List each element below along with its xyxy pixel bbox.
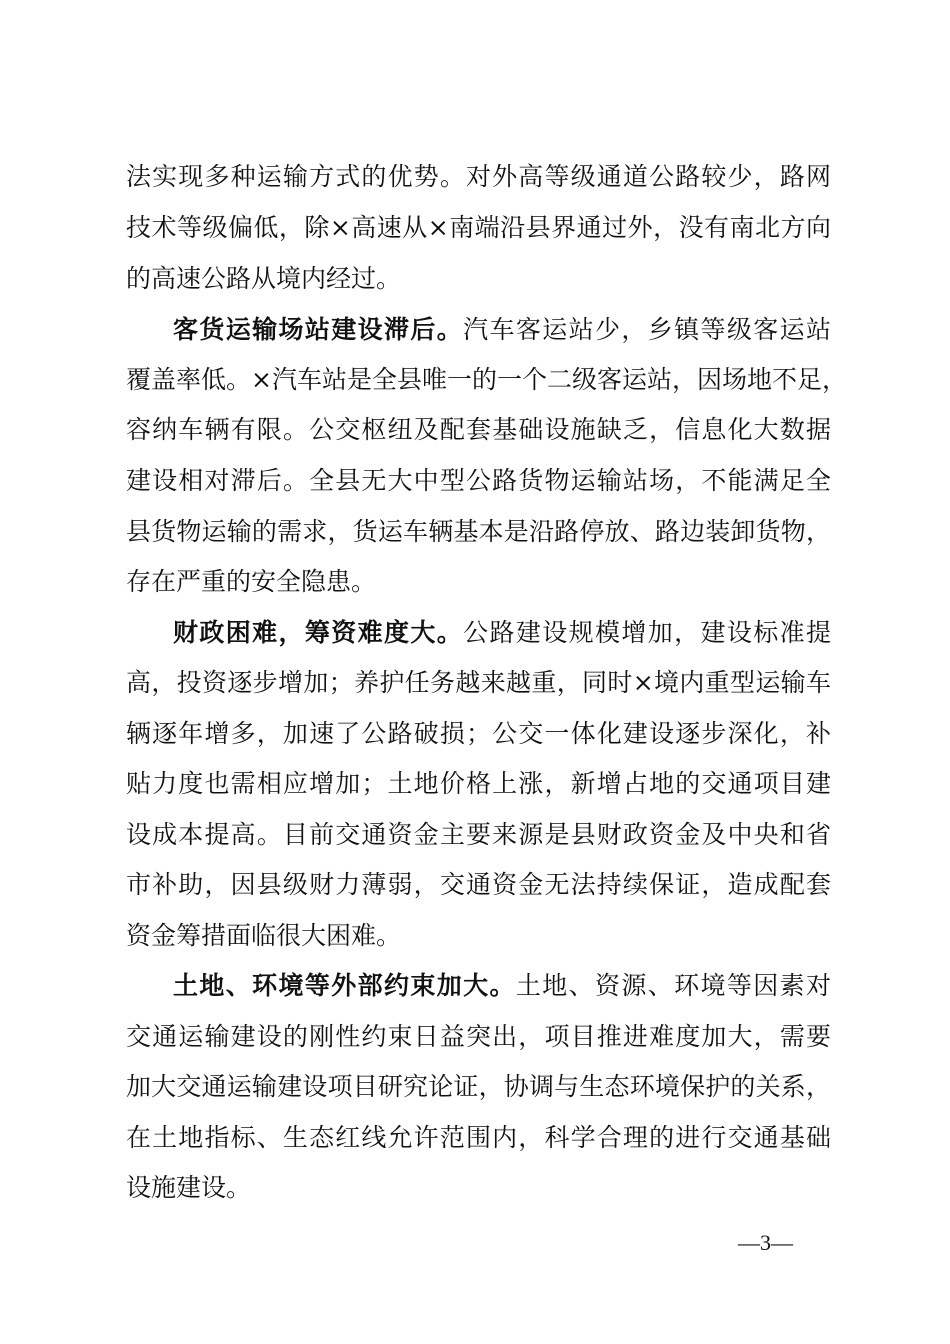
paragraph-line: 贴力度也需相应增加；土地价格上涨，新增占地的交通项目建 — [126, 769, 831, 798]
paragraph-line: 设成本提高。目前交通资金主要来源是县财政资金及中央和省 — [126, 820, 831, 849]
paragraph-heading: 客货运输场站建设滞后。 — [173, 315, 464, 344]
paragraph-line: 容纳车辆有限。公交枢纽及配套基础设施缺乏，信息化大数据 — [126, 415, 831, 444]
paragraph-line: 县货物运输的需求，货运车辆基本是沿路停放、路边装卸货物， — [126, 517, 831, 546]
paragraph-line: 资金筹措面临很大困难。 — [126, 921, 402, 950]
paragraph-line: 在土地指标、生态红线允许范围内，科学合理的进行交通基础 — [126, 1123, 831, 1152]
paragraph-heading: 土地、环境等外部约束加大。 — [173, 971, 516, 1000]
paragraph-line: 市补助，因县级财力薄弱，交通资金无法持续保证，造成配套 — [126, 870, 831, 899]
paragraph-line: 高，投资逐步增加；养护任务越来越重，同时×境内重型运输车 — [126, 668, 831, 697]
paragraph-line: 覆盖率低。×汽车站是全县唯一的一个二级客运站，因场地不足， — [126, 365, 847, 394]
paragraph-text: 公路建设规模增加，建设标准提 — [463, 618, 831, 647]
paragraph-line: 设施建设。 — [126, 1173, 252, 1202]
paragraph-line: 法实现多种运输方式的优势。对外高等级通道公路较少，路网 — [126, 162, 831, 191]
paragraph-text: 土地、资源、环境等因素对 — [515, 971, 831, 1000]
page-number: —3— — [738, 1230, 793, 1255]
paragraph-line: 存在严重的安全隐患。 — [126, 567, 377, 596]
paragraph-text: 汽车客运站少，乡镇等级客运站 — [463, 315, 831, 344]
paragraph-first-line — [173, 613, 831, 653]
paragraph-heading: 财政困难，筹资难度大。 — [173, 618, 464, 647]
paragraph-line: 辆逐年增多，加速了公路破损；公交一体化建设逐步深化，补 — [126, 719, 831, 748]
paragraph-line: 加大交通运输建设项目研究论证，协调与生态环境保护的关系， — [126, 1072, 831, 1101]
paragraph-line: 建设相对滞后。全县无大中型公路货物运输站场，不能满足全 — [126, 466, 831, 495]
paragraph-line: 的高速公路从境内经过。 — [126, 264, 402, 293]
paragraph-first-line — [173, 310, 831, 350]
paragraph-first-line — [173, 966, 831, 1006]
paragraph-line: 交通运输建设的刚性约束日益突出，项目推进难度加大，需要 — [126, 1022, 831, 1051]
paragraph-line: 技术等级偏低，除×高速从×南端沿县界通过外，没有南北方向 — [126, 213, 831, 242]
